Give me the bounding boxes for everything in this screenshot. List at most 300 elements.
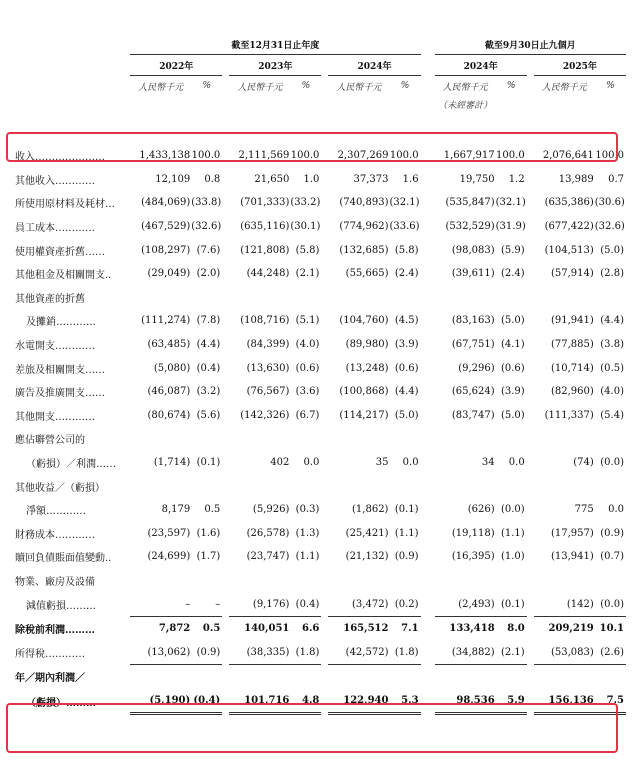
- spacer-cell: [222, 191, 229, 215]
- table-row: [12, 404, 626, 428]
- spacer-cell: [321, 569, 328, 593]
- percent-cell: (2.1): [295, 268, 320, 280]
- percent-cell: 0.0: [508, 457, 525, 469]
- percent-cell: (7.8): [196, 315, 221, 327]
- percent-cell: [496, 286, 527, 310]
- amount-cell: (21,132): [345, 551, 389, 563]
- amount-cell: [229, 665, 290, 689]
- unit-amount: 人民幣千元: [237, 82, 283, 93]
- spacer-cell: [527, 427, 534, 451]
- percent-cell: (1.8): [389, 640, 420, 664]
- row-label: 差旅及相關開支……: [15, 364, 105, 376]
- row-label: 使用權資產折舊……: [15, 246, 105, 258]
- spacer-cell: [321, 286, 328, 310]
- amount-cell: [435, 474, 496, 498]
- amount-cell: (142): [534, 592, 595, 616]
- year-2024: 2024年: [328, 55, 420, 76]
- amount-cell: (77,885): [550, 339, 594, 351]
- percent-cell: (2.8): [600, 268, 624, 280]
- unit-pct: %: [400, 81, 410, 91]
- spacer-cell: [421, 427, 435, 451]
- percent-cell: 10.1: [599, 623, 624, 635]
- percent-cell: [496, 569, 527, 593]
- percent-cell: 0.5: [204, 504, 221, 516]
- amount-cell: 133,418: [449, 623, 495, 635]
- percent-cell: (5.4): [600, 409, 624, 421]
- amount-cell: (65,624): [451, 386, 495, 398]
- row-label: 所使用原材料及耗材…: [15, 199, 115, 211]
- row-label: （虧損）／利潤……: [26, 459, 116, 471]
- table-row: [12, 333, 626, 357]
- percent-cell: 8.0: [507, 623, 525, 635]
- year-header-row: [12, 55, 626, 76]
- spacer-cell: [321, 191, 328, 215]
- spacer-cell: [421, 191, 435, 215]
- spacer-cell: [527, 380, 534, 404]
- spacer-cell: [222, 427, 229, 451]
- percent-cell: [290, 665, 321, 689]
- amount-cell: (26,578): [246, 527, 290, 539]
- percent-cell: (0.6): [295, 362, 320, 374]
- amount-cell: (24,699): [147, 551, 191, 563]
- percent-cell: 0.0: [402, 457, 419, 469]
- percent-cell: [290, 286, 321, 310]
- spacer-cell: [421, 640, 435, 664]
- amount-cell: (13,941): [550, 551, 594, 563]
- spacer-cell: [222, 569, 229, 593]
- spacer-cell: [421, 474, 435, 498]
- amount-cell: (677,422): [544, 221, 594, 233]
- spacer-cell: [222, 168, 229, 192]
- spacer-cell: [421, 286, 435, 310]
- row-label: 其他資產的折舊: [15, 293, 85, 305]
- percent-cell: [191, 427, 222, 451]
- percent-cell: (0.9): [600, 527, 624, 539]
- spacer-cell: [321, 356, 328, 380]
- amount-cell: (484,069): [141, 197, 191, 209]
- row-label: 所得稅…………: [15, 649, 85, 661]
- table-row: [12, 238, 626, 262]
- spacer-cell: [222, 545, 229, 569]
- amount-cell: [328, 665, 389, 689]
- amount-cell: [328, 427, 389, 451]
- percent-cell: [389, 569, 420, 593]
- percent-cell: [595, 665, 626, 689]
- amount-cell: [229, 474, 290, 498]
- amount-cell: (535,847): [445, 197, 495, 209]
- percent-cell: (1.3): [295, 527, 320, 539]
- amount-cell: [534, 474, 595, 498]
- amount-cell: (701,333): [240, 197, 290, 209]
- amount-cell: (5,080): [153, 362, 191, 374]
- table-row: [12, 569, 626, 593]
- amount-cell: 402: [270, 457, 290, 469]
- percent-cell: (32.1): [389, 197, 420, 209]
- percent-cell: 7.1: [401, 623, 419, 635]
- spacer-cell: [222, 616, 229, 640]
- spacer-cell: [321, 498, 328, 522]
- spacer-cell: [321, 665, 328, 689]
- percent-cell: (0.1): [196, 457, 221, 469]
- percent-cell: 6.6: [301, 623, 320, 635]
- percent-cell: [389, 286, 420, 310]
- amount-cell: (104,513): [544, 244, 594, 256]
- spacer-cell: [421, 215, 435, 239]
- percent-cell: (0.9): [191, 640, 222, 664]
- spacer-cell: [321, 689, 328, 714]
- percent-cell: (0.7): [600, 551, 624, 563]
- spacer-cell: [527, 309, 534, 333]
- table-row: [12, 616, 626, 640]
- spacer-cell: [421, 545, 435, 569]
- unit-pct: %: [301, 81, 311, 91]
- amount-cell: 1,433,138: [139, 150, 191, 162]
- spacer-cell: [527, 640, 534, 664]
- amount-cell: (111,274): [141, 315, 191, 327]
- spacer-cell: [527, 616, 534, 640]
- amount-cell: (3,472): [328, 592, 389, 616]
- percent-cell: (0.1): [394, 504, 419, 516]
- amount-cell: (55,665): [345, 268, 389, 280]
- percent-cell: [496, 427, 527, 451]
- spacer-cell: [421, 665, 435, 689]
- percent-cell: 1.0: [303, 173, 320, 185]
- amount-cell: (39,611): [451, 268, 495, 280]
- percent-cell: (30.6): [594, 197, 625, 209]
- spacer-cell: [421, 451, 435, 475]
- spacer-cell: [321, 451, 328, 475]
- spacer-cell: [421, 380, 435, 404]
- unit-pct: %: [202, 81, 212, 91]
- amount-cell: (5,190): [130, 689, 191, 714]
- row-label: 及攤銷…………: [26, 317, 96, 329]
- row-label: 除稅前利潤………: [15, 624, 95, 636]
- amount-cell: [229, 569, 290, 593]
- amount-cell: 2,307,269: [337, 150, 389, 162]
- spacer-cell: [421, 592, 435, 616]
- row-label: 淨額…………: [26, 506, 86, 518]
- period-header-9m: 截至9月30日止九個月: [435, 34, 626, 55]
- percent-cell: (4.4): [394, 386, 419, 398]
- spacer-cell: [527, 144, 534, 168]
- percent-cell: [290, 569, 321, 593]
- percent-cell: [191, 286, 222, 310]
- table-row: [12, 665, 626, 689]
- amount-cell: (89,980): [345, 339, 389, 351]
- amount-cell: 35: [375, 457, 389, 469]
- amount-cell: (5,926): [252, 504, 290, 516]
- percent-cell: 5.3: [389, 689, 420, 714]
- percent-cell: (3.9): [500, 386, 525, 398]
- percent-cell: (2.6): [595, 640, 626, 664]
- percent-cell: 1.6: [402, 173, 419, 185]
- percent-cell: (0.1): [496, 592, 527, 616]
- amount-cell: (13,248): [345, 362, 389, 374]
- spacer-cell: [527, 191, 534, 215]
- table-row: [12, 689, 626, 714]
- percent-cell: (2.0): [196, 268, 221, 280]
- percent-cell: 100.0: [496, 150, 525, 162]
- percent-cell: (5.0): [500, 315, 525, 327]
- percent-cell: (2.1): [496, 640, 527, 664]
- amount-cell: (108,716): [240, 315, 290, 327]
- amount-cell: 775: [574, 504, 594, 516]
- spacer-cell: [527, 451, 534, 475]
- percent-cell: [191, 569, 222, 593]
- percent-cell: (0.9): [394, 551, 419, 563]
- spacer-cell: [321, 616, 328, 640]
- row-label: 財務成本…………: [15, 529, 95, 541]
- percent-cell: (0.5): [600, 362, 624, 374]
- percent-cell: [595, 474, 626, 498]
- spacer-cell: [321, 427, 328, 451]
- amount-cell: (142,326): [240, 409, 290, 421]
- amount-cell: (10,714): [550, 362, 594, 374]
- row-label: 贖回負債賬面值變動..: [15, 553, 112, 565]
- amount-cell: [534, 286, 595, 310]
- table-row: [12, 356, 626, 380]
- amount-cell: [130, 665, 191, 689]
- table-row: [12, 451, 626, 475]
- percent-cell: (4.0): [600, 386, 624, 398]
- unit-amount: 人民幣千元: [442, 82, 488, 93]
- table-row: [12, 640, 626, 664]
- percent-cell: (4.4): [196, 339, 221, 351]
- spacer-cell: [421, 689, 435, 714]
- amount-cell: (13,630): [246, 362, 290, 374]
- spacer-cell: [222, 309, 229, 333]
- amount-cell: [435, 427, 496, 451]
- year-2023: 2023年: [229, 55, 321, 76]
- unit-pct: %: [506, 81, 516, 91]
- percent-cell: (1.8): [290, 640, 321, 664]
- spacer-cell: [421, 569, 435, 593]
- amount-cell: (84,399): [246, 339, 290, 351]
- amount-cell: 140,051: [244, 623, 290, 635]
- percent-cell: (33.8): [191, 197, 222, 209]
- spacer-cell: [321, 168, 328, 192]
- amount-cell: (104,760): [339, 315, 389, 327]
- percent-cell: [389, 427, 420, 451]
- percent-cell: (5.9): [500, 244, 525, 256]
- spacer-cell: [527, 404, 534, 428]
- amount-cell: (67,751): [451, 339, 495, 351]
- spacer-cell: [222, 238, 229, 262]
- amount-cell: (19,118): [451, 527, 495, 539]
- spacer-cell: [527, 262, 534, 286]
- percent-cell: (32.1): [495, 197, 526, 209]
- period-header-fy: 截至12月31日止年度: [130, 34, 420, 55]
- spacer-cell: [421, 238, 435, 262]
- spacer-cell: [421, 522, 435, 546]
- table-row: [12, 168, 626, 192]
- amount-cell: (74): [573, 457, 594, 469]
- amount-cell: (635,386): [544, 197, 594, 209]
- percent-cell: (33.2): [290, 197, 321, 209]
- amount-cell: (23,747): [246, 551, 290, 563]
- spacer-cell: [321, 262, 328, 286]
- spacer-cell: [321, 144, 328, 168]
- table-row: [12, 262, 626, 286]
- amount-cell: (635,116): [240, 221, 290, 233]
- spacer-cell: [222, 262, 229, 286]
- amount-cell: [534, 569, 595, 593]
- percent-cell: 0.8: [204, 173, 221, 185]
- spacer-cell: [527, 569, 534, 593]
- percent-cell: 100.0: [389, 150, 419, 162]
- amount-cell: 34: [481, 457, 495, 469]
- year-2025-9m: 2025年: [534, 55, 626, 76]
- amount-cell: (774,962): [339, 221, 389, 233]
- spacer-cell: [222, 498, 229, 522]
- percent-cell: (4.5): [394, 315, 419, 327]
- unit-amount: 人民幣千元: [541, 82, 587, 93]
- amount-cell: 2,076,641: [542, 150, 594, 162]
- table-row: [12, 427, 626, 451]
- row-label: 收入…………………: [15, 152, 105, 164]
- amount-cell: 98,536: [435, 689, 496, 714]
- amount-cell: [435, 569, 496, 593]
- percent-cell: [389, 474, 420, 498]
- amount-cell: [328, 286, 389, 310]
- spacer-cell: [527, 215, 534, 239]
- percent-cell: 100.0: [191, 150, 221, 162]
- spacer-cell: [421, 404, 435, 428]
- income-statement-table: [12, 34, 626, 715]
- amount-cell: (132,685): [339, 244, 389, 256]
- percent-cell: 4.8: [290, 689, 321, 714]
- table-row: [12, 191, 626, 215]
- percent-cell: (0.2): [389, 592, 420, 616]
- amount-cell: (17,957): [550, 527, 594, 539]
- percent-cell: (4.4): [600, 315, 624, 327]
- amount-cell: 156,136: [534, 689, 595, 714]
- percent-cell: (3.6): [295, 386, 320, 398]
- percent-cell: [496, 665, 527, 689]
- amount-cell: 122,940: [328, 689, 389, 714]
- amount-cell: (63,485): [147, 339, 191, 351]
- amount-cell: (108,297): [141, 244, 191, 256]
- row-label: 應佔聯營公司的: [15, 435, 85, 447]
- percent-cell: 0.5: [202, 623, 221, 635]
- amount-cell: (2,493): [435, 592, 496, 616]
- spacer-cell: [527, 168, 534, 192]
- percent-cell: [290, 474, 321, 498]
- spacer-cell: [222, 689, 229, 714]
- amount-cell: (25,421): [345, 527, 389, 539]
- amount-cell: –: [130, 592, 191, 616]
- table-row: [12, 474, 626, 498]
- amount-cell: (1,862): [352, 504, 389, 516]
- percent-cell: (0.4): [191, 689, 222, 714]
- amount-cell: [130, 474, 191, 498]
- percent-cell: 100.0: [290, 150, 320, 162]
- spacer-cell: [222, 522, 229, 546]
- row-label: （虧損）………: [26, 697, 96, 709]
- percent-cell: (3.9): [394, 339, 419, 351]
- spacer-cell: [527, 474, 534, 498]
- amount-cell: [328, 569, 389, 593]
- amount-cell: (29,049): [147, 268, 191, 280]
- amount-cell: (9,176): [229, 592, 290, 616]
- unaudited-row: [12, 96, 626, 112]
- amount-cell: (16,395): [451, 551, 495, 563]
- amount-cell: 209,219: [548, 623, 594, 635]
- unit-header-row: [12, 76, 626, 97]
- amount-cell: [229, 286, 290, 310]
- amount-cell: (46,087): [147, 386, 191, 398]
- spacer-cell: [321, 522, 328, 546]
- spacer-cell: [222, 451, 229, 475]
- percent-cell: (5.6): [196, 409, 221, 421]
- spacer-cell: [222, 356, 229, 380]
- row-label: 廣告及推廣開支……: [15, 388, 105, 400]
- amount-cell: [435, 286, 496, 310]
- percent-cell: –: [191, 592, 222, 616]
- spacer-cell: [421, 262, 435, 286]
- amount-cell: [328, 474, 389, 498]
- percent-cell: [191, 665, 222, 689]
- percent-cell: [389, 665, 420, 689]
- row-label: 其他收益／（虧損）: [15, 482, 105, 494]
- spacer-cell: [321, 380, 328, 404]
- amount-cell: (23,597): [147, 527, 191, 539]
- percent-cell: (1.6): [196, 527, 221, 539]
- percent-cell: (1.7): [196, 551, 221, 563]
- percent-cell: (1.0): [500, 551, 525, 563]
- amount-cell: (44,248): [246, 268, 290, 280]
- spacer-cell: [527, 665, 534, 689]
- percent-cell: (5.8): [295, 244, 320, 256]
- amount-cell: (34,882): [435, 640, 496, 664]
- period-header-row: [12, 34, 626, 55]
- spacer-cell: [527, 689, 534, 714]
- amount-cell: (53,083): [534, 640, 595, 664]
- spacer-cell: [421, 333, 435, 357]
- spacer-cell: [421, 309, 435, 333]
- percent-cell: [595, 569, 626, 593]
- spacer-cell: [321, 333, 328, 357]
- amount-cell: 7,872: [158, 623, 191, 635]
- year-2024-9m: 2024年: [435, 55, 527, 76]
- amount-cell: (532,529): [445, 221, 495, 233]
- spacer-cell: [222, 592, 229, 616]
- amount-cell: 12,109: [155, 173, 191, 185]
- row-label: 員工成本…………: [15, 223, 95, 235]
- table-row: [12, 215, 626, 239]
- percent-cell: (0.6): [394, 362, 419, 374]
- spacer-cell: [321, 592, 328, 616]
- amount-cell: (111,337): [544, 409, 594, 421]
- amount-cell: (121,808): [240, 244, 290, 256]
- amount-cell: (38,335): [229, 640, 290, 664]
- amount-cell: [130, 427, 191, 451]
- percent-cell: (0.4): [196, 362, 221, 374]
- amount-cell: (1,714): [153, 457, 191, 469]
- percent-cell: 5.9: [496, 689, 527, 714]
- spacer-cell: [421, 616, 435, 640]
- row-label: 年／期內利潤／: [15, 673, 85, 685]
- spacer-cell: [222, 215, 229, 239]
- row-label: 水電開支…………: [15, 341, 95, 353]
- spacer-cell: [222, 144, 229, 168]
- spacer-cell: [321, 215, 328, 239]
- table-row: [12, 380, 626, 404]
- spacer-cell: [222, 665, 229, 689]
- percent-cell: (7.6): [196, 244, 221, 256]
- amount-cell: (42,572): [328, 640, 389, 664]
- table-row: [12, 522, 626, 546]
